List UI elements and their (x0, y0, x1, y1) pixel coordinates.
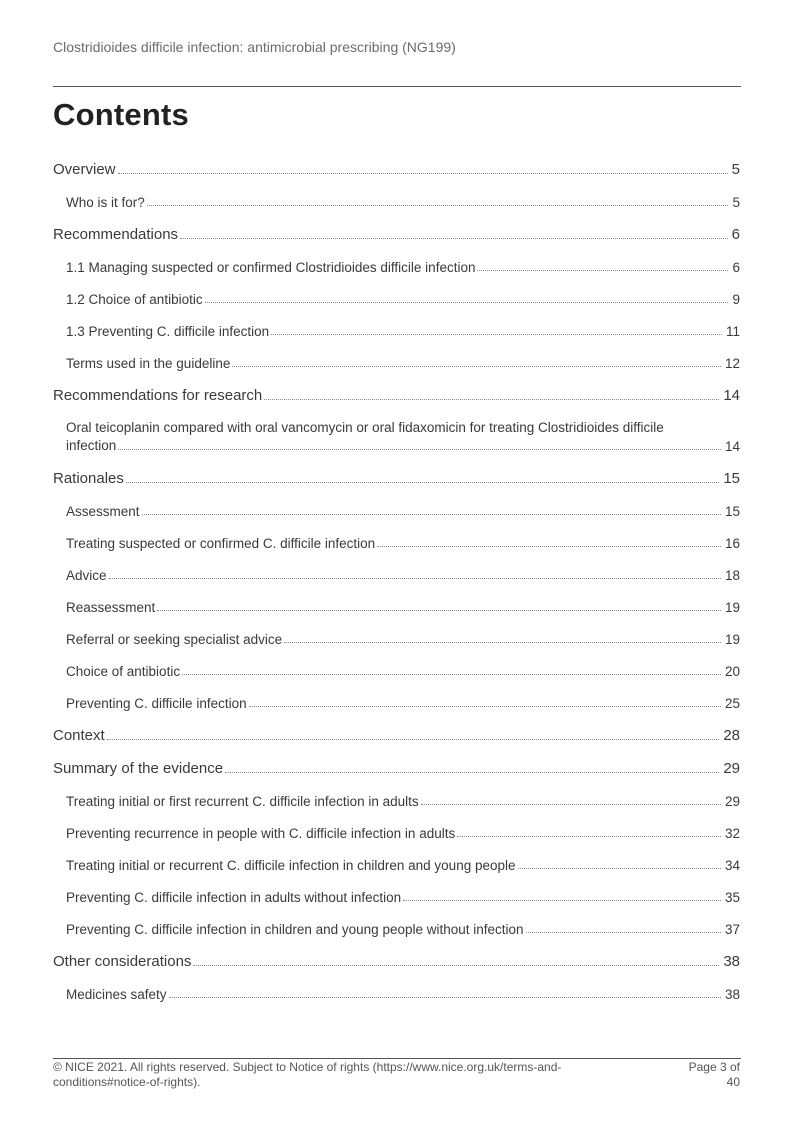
dot-leader (205, 302, 729, 303)
toc-entry-label: Medicines safety (66, 987, 167, 1002)
toc-entry-page: 38 (724, 987, 740, 1002)
toc-entry-who-is-it-for[interactable] (66, 179, 740, 211)
dot-leader (118, 173, 728, 174)
toc-entry-label: Preventing C. difficile infection in adults without infection (66, 890, 402, 905)
toc-entry-page: 11 (725, 324, 740, 339)
toc-entry-page: 20 (724, 664, 740, 679)
toc-entry-label: Referral or seeking specialist advice (66, 632, 283, 647)
toc-entry-page: 9 (732, 292, 740, 307)
toc-entry-label: Summary of the evidence (53, 760, 224, 777)
toc-entry-label: Treating initial or recurrent C. difficile infection in children and young people (66, 858, 516, 873)
toc-entry-last-line (66, 437, 740, 455)
toc-entry-page: 5 (732, 195, 740, 210)
toc-entry-label: Choice of antibiotic (66, 664, 181, 679)
toc-entry-label: Preventing C. difficile infection (66, 696, 247, 711)
toc-entry-rationales[interactable] (53, 455, 740, 488)
dot-leader (457, 836, 721, 837)
toc-entry-label: 1.1 Managing suspected or confirmed Clostridioides difficile infection (66, 260, 476, 275)
toc-entry-treating-suspected[interactable] (66, 520, 740, 552)
toc-entry-oral-teicoplanin[interactable] (66, 405, 740, 455)
dot-leader (157, 610, 721, 611)
dot-leader (193, 965, 719, 966)
toc-entry-rationale-choice-of-antibiotic[interactable] (66, 648, 740, 680)
toc-entry-wrap (66, 419, 740, 455)
toc-entry-page: 29 (723, 760, 740, 777)
dot-leader (249, 706, 721, 707)
dot-leader (107, 739, 720, 740)
toc-entry-page: 38 (723, 953, 740, 970)
toc-entry-label: Overview (53, 161, 116, 178)
dot-leader (526, 932, 721, 933)
toc-entry-page: 19 (724, 600, 740, 615)
toc-entry-label: Terms used in the guideline (66, 356, 231, 371)
dot-leader (142, 514, 721, 515)
toc-entry-label: Treating suspected or confirmed C. difficile infection (66, 536, 376, 551)
toc-entry-preventing-recurrence-adults[interactable] (66, 810, 740, 842)
toc-entry-preventing-children-without-infection[interactable] (66, 906, 740, 938)
toc-entry-label: Preventing recurrence in people with C. difficile infection in adults (66, 826, 456, 841)
toc-entry-page: 14 (724, 439, 740, 454)
dot-leader (518, 868, 721, 869)
footer-copyright: © NICE 2021. All rights reserved. Subject to Notice of rights (https://www.nice.org.uk/terms-and-conditions#notice-of-rights). (53, 1060, 562, 1089)
toc-entry-label: Who is it for? (66, 195, 145, 210)
toc-entry-label: Other considerations (53, 953, 192, 970)
toc-entry-page: 14 (723, 387, 740, 404)
dot-leader (403, 900, 721, 901)
toc-entry-advice[interactable] (66, 552, 740, 584)
toc-entry-preventing-adults-without-infection[interactable] (66, 874, 740, 906)
dot-leader (147, 205, 729, 206)
toc-entry-label: Advice (66, 568, 107, 583)
footer-divider (53, 1058, 741, 1059)
toc-entry-label-line1: Oral teicoplanin compared with oral vancomycin or oral fidaxomicin for treating Clostridioides difficile (66, 420, 664, 435)
toc-entry-page: 15 (724, 504, 740, 519)
dot-leader (225, 772, 719, 773)
toc-entry-page: 37 (724, 922, 740, 937)
toc-entry-label-line2: infection (66, 438, 117, 453)
toc-entry-label: 1.3 Preventing C. difficile infection (66, 324, 270, 339)
toc-entry-assessment[interactable] (66, 488, 740, 520)
dot-leader (169, 997, 721, 998)
toc-entry-reassessment[interactable] (66, 584, 740, 616)
toc-entry-page: 6 (732, 260, 740, 275)
toc-entry-label: Preventing C. difficile infection in children and young people without infection (66, 922, 524, 937)
toc-entry-treating-children[interactable] (66, 842, 740, 874)
toc-entry-treating-initial-adults[interactable] (66, 778, 740, 810)
dot-leader (126, 482, 719, 483)
toc-entry-recommendations-for-research[interactable] (53, 372, 740, 405)
dot-leader (232, 366, 721, 367)
toc-entry-choice-of-antibiotic[interactable] (66, 276, 740, 308)
toc-entry-label: Recommendations (53, 226, 179, 243)
toc-entry-page: 18 (724, 568, 740, 583)
toc-entry-page: 34 (724, 858, 740, 873)
dot-leader (284, 642, 721, 643)
toc-entry-page: 5 (731, 161, 740, 178)
toc-entry-page: 25 (724, 696, 740, 711)
toc-entry-medicines-safety[interactable] (66, 971, 740, 1003)
toc-entry-page: 6 (731, 226, 740, 243)
toc-entry-label: Reassessment (66, 600, 156, 615)
table-of-contents (53, 146, 740, 1003)
toc-entry-page: 12 (724, 356, 740, 371)
footer-page-number: Page 3 of 40 (688, 1060, 740, 1089)
header-divider (53, 86, 741, 87)
toc-entry-referral[interactable] (66, 616, 740, 648)
page-title: Contents (53, 97, 189, 132)
dot-leader (421, 804, 721, 805)
toc-entry-page: 16 (724, 536, 740, 551)
toc-entry-label: Treating initial or first recurrent C. difficile infection in adults (66, 794, 419, 809)
toc-entry-terms-used[interactable] (66, 340, 740, 372)
toc-entry-label: Context (53, 727, 105, 744)
dot-leader (182, 674, 721, 675)
toc-entry-other-considerations[interactable] (53, 938, 740, 971)
toc-entry-page: 19 (724, 632, 740, 647)
dot-leader (180, 238, 728, 239)
dot-leader (477, 270, 728, 271)
toc-entry-managing-suspected[interactable] (66, 244, 740, 276)
dot-leader (377, 546, 721, 547)
toc-entry-page: 32 (724, 826, 740, 841)
toc-entry-summary-of-evidence[interactable] (53, 745, 740, 778)
dot-leader (264, 399, 719, 400)
toc-entry-label: Recommendations for research (53, 387, 263, 404)
toc-entry-recommendations[interactable] (53, 211, 740, 244)
document-header-title: Clostridioides difficile infection: antimicrobial prescribing (NG199) (53, 39, 456, 55)
toc-entry-page: 15 (723, 470, 740, 487)
toc-entry-page: 29 (724, 794, 740, 809)
dot-leader (118, 449, 721, 450)
toc-entry-preventing-c-difficile[interactable] (66, 308, 740, 340)
toc-entry-label: 1.2 Choice of antibiotic (66, 292, 203, 307)
toc-entry-context[interactable] (53, 712, 740, 745)
toc-entry-page: 28 (723, 727, 740, 744)
dot-leader (109, 578, 721, 579)
toc-entry-page: 35 (724, 890, 740, 905)
toc-entry-label: Assessment (66, 504, 140, 519)
dot-leader (271, 334, 722, 335)
toc-entry-label: Rationales (53, 470, 124, 487)
toc-entry-rationale-preventing[interactable] (66, 680, 740, 712)
toc-entry-overview[interactable] (53, 146, 740, 179)
